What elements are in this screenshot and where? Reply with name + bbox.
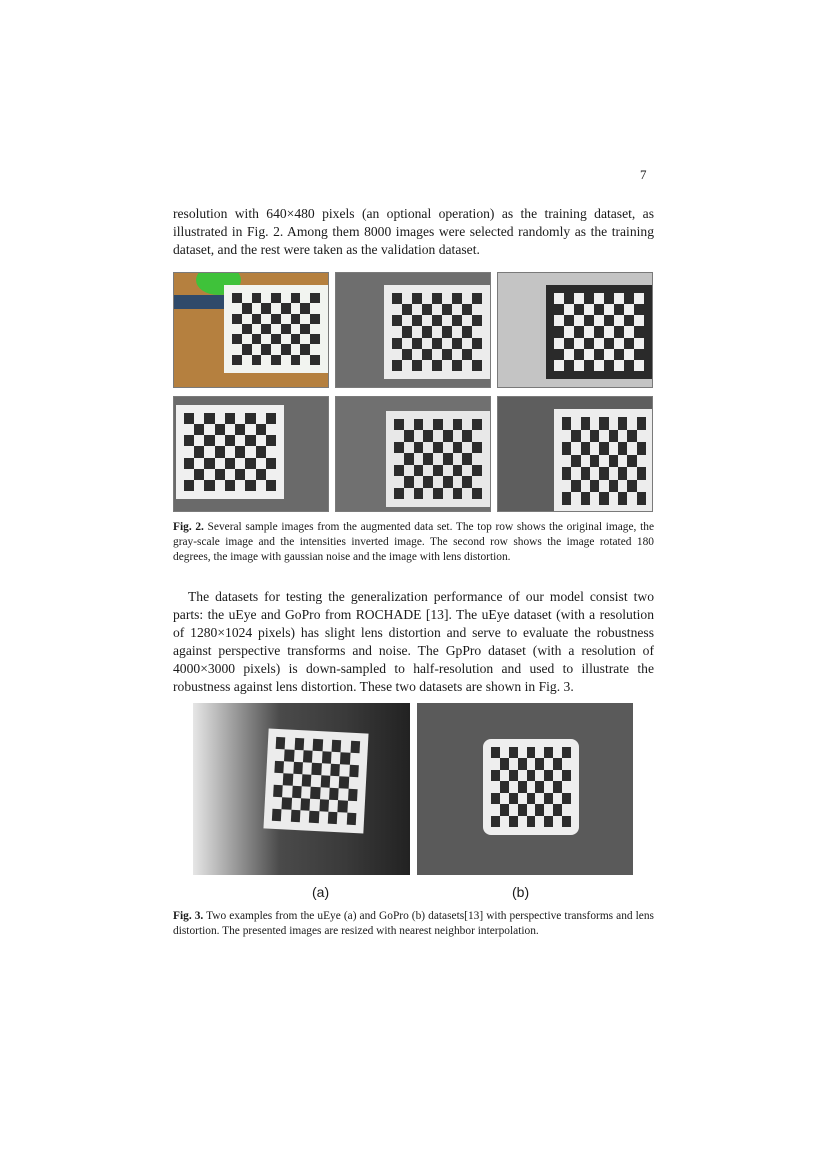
checker-square xyxy=(637,417,646,430)
checker-square xyxy=(627,430,636,443)
checker-square xyxy=(562,492,571,505)
figure-2-caption xyxy=(173,520,654,565)
checker-square xyxy=(432,315,442,326)
checker-square xyxy=(594,338,604,349)
checker-square xyxy=(634,360,644,371)
checker-square xyxy=(599,492,608,505)
checker-square xyxy=(594,315,604,326)
checker-square xyxy=(348,789,358,801)
checker-square xyxy=(614,360,624,371)
checker-square xyxy=(544,816,553,827)
checker-square xyxy=(294,738,304,750)
checker-square xyxy=(527,793,536,804)
checker-square xyxy=(618,442,627,455)
checkerboard xyxy=(546,285,652,379)
checker-square xyxy=(571,480,580,493)
checker-square xyxy=(590,480,599,493)
checker-square xyxy=(618,492,627,505)
checker-square xyxy=(404,453,414,464)
checker-square xyxy=(433,419,443,430)
checker-square xyxy=(614,293,624,304)
checker-square xyxy=(472,442,482,453)
checker-square xyxy=(491,816,500,827)
checker-square xyxy=(338,800,348,812)
checker-square xyxy=(562,747,571,758)
checker-square xyxy=(422,326,432,337)
checker-square xyxy=(442,326,452,337)
checker-square xyxy=(204,413,214,424)
checker-square xyxy=(215,424,225,435)
checker-square xyxy=(518,781,527,792)
checker-square xyxy=(599,467,608,480)
checker-square xyxy=(562,816,571,827)
figure-2-caption-text: Several sample images from the augmented data set. The top row shows the original image, the gray-scale image and the intensities inverted image. The second row shows the image rotated 180 degrees, the image with gaussian noise and the image with lens distortion. xyxy=(173,521,654,563)
checker-square xyxy=(392,315,402,326)
checker-square xyxy=(330,764,340,776)
checker-square xyxy=(204,435,214,446)
checker-square xyxy=(392,338,402,349)
checker-square xyxy=(584,304,594,315)
checker-square xyxy=(245,480,255,491)
checker-square xyxy=(303,750,313,762)
checker-square xyxy=(266,413,276,424)
checker-square xyxy=(412,338,422,349)
checker-square xyxy=(346,813,356,825)
checker-square xyxy=(584,326,594,337)
checker-square xyxy=(319,799,329,811)
checker-square xyxy=(432,360,442,371)
checker-square xyxy=(252,293,262,303)
checker-square xyxy=(194,469,204,480)
checker-square xyxy=(404,476,414,487)
checker-square xyxy=(290,810,300,822)
fig2-image-original xyxy=(173,272,329,388)
checker-square xyxy=(261,344,271,354)
figure-3-caption xyxy=(173,909,654,939)
checker-square xyxy=(509,793,518,804)
checker-square xyxy=(609,480,618,493)
checker-square xyxy=(564,349,574,360)
figure-2-label: Fig. 2. xyxy=(173,521,204,533)
checker-square xyxy=(261,324,271,334)
checker-square xyxy=(624,349,634,360)
checker-square xyxy=(627,480,636,493)
checker-square xyxy=(232,293,242,303)
checker-square xyxy=(500,781,509,792)
checker-square xyxy=(245,435,255,446)
checker-square xyxy=(350,741,360,753)
checker-square xyxy=(266,480,276,491)
paragraph-training-dataset: resolution with 640×480 pixels (an optional operation) as the training dataset, as illustrated in Fig. 2. Among them 8000 images were selected randomly as the training dataset, and the rest were taken as the validation dataset. xyxy=(173,206,654,257)
checker-square xyxy=(266,458,276,469)
checker-square xyxy=(535,804,544,815)
checker-square xyxy=(252,355,262,365)
checker-square xyxy=(423,430,433,441)
checker-square xyxy=(462,453,472,464)
checker-square xyxy=(281,344,291,354)
fig3-image-gopro xyxy=(417,703,633,875)
checker-square xyxy=(590,455,599,468)
checker-square xyxy=(527,770,536,781)
fig2-image-inverted xyxy=(497,272,653,388)
checker-square xyxy=(256,469,266,480)
checker-square xyxy=(310,314,320,324)
checker-square xyxy=(300,344,310,354)
checker-square xyxy=(204,458,214,469)
checker-square xyxy=(225,480,235,491)
checker-square xyxy=(472,293,482,304)
checker-square xyxy=(225,435,235,446)
checker-square xyxy=(245,458,255,469)
checker-square xyxy=(266,435,276,446)
checker-square xyxy=(544,770,553,781)
checker-square xyxy=(392,360,402,371)
checker-square xyxy=(300,798,310,810)
checker-square xyxy=(462,304,472,315)
fig2-image-lens-distortion xyxy=(497,396,653,512)
checker-square xyxy=(509,770,518,781)
checker-square xyxy=(618,417,627,430)
checker-square xyxy=(242,344,252,354)
checkerboard xyxy=(176,405,284,499)
checker-square xyxy=(581,492,590,505)
checker-square xyxy=(293,762,303,774)
checker-square xyxy=(535,781,544,792)
checker-square xyxy=(271,293,281,303)
checker-square xyxy=(562,417,571,430)
checker-square xyxy=(232,314,242,324)
checker-square xyxy=(637,442,646,455)
checker-square xyxy=(574,338,584,349)
checker-square xyxy=(518,758,527,769)
checker-square xyxy=(491,793,500,804)
checker-square xyxy=(394,488,404,499)
checkerboard xyxy=(554,409,653,512)
checker-square xyxy=(452,360,462,371)
checker-square xyxy=(509,816,518,827)
checker-square xyxy=(271,355,281,365)
checker-square xyxy=(594,360,604,371)
checker-square xyxy=(453,419,463,430)
checker-square xyxy=(634,315,644,326)
checker-square xyxy=(291,293,301,303)
checker-square xyxy=(554,360,564,371)
checker-square xyxy=(394,419,404,430)
checker-square xyxy=(472,360,482,371)
checker-square xyxy=(562,467,571,480)
checker-square xyxy=(614,315,624,326)
checker-square xyxy=(581,467,590,480)
checker-square xyxy=(443,430,453,441)
fig2-image-rotated xyxy=(173,396,329,512)
checker-square xyxy=(599,417,608,430)
fig2-image-gray-scale xyxy=(335,272,491,388)
checker-square xyxy=(292,786,302,798)
checker-square xyxy=(564,304,574,315)
checker-square xyxy=(184,458,194,469)
checkerboard xyxy=(224,285,328,373)
checker-square xyxy=(442,349,452,360)
checker-square xyxy=(562,442,571,455)
checker-square xyxy=(564,326,574,337)
checker-square xyxy=(509,747,518,758)
checker-square xyxy=(414,488,424,499)
checker-square xyxy=(618,467,627,480)
checker-square xyxy=(491,770,500,781)
checker-square xyxy=(624,326,634,337)
checker-square xyxy=(544,747,553,758)
checker-square xyxy=(634,293,644,304)
checker-square xyxy=(627,455,636,468)
checker-square xyxy=(472,315,482,326)
checker-square xyxy=(184,413,194,424)
checker-square xyxy=(462,326,472,337)
checker-square xyxy=(284,749,294,761)
checker-square xyxy=(402,304,412,315)
checker-square xyxy=(452,315,462,326)
checker-square xyxy=(423,476,433,487)
checker-square xyxy=(562,770,571,781)
checker-square xyxy=(282,797,292,809)
checker-square xyxy=(394,465,404,476)
checker-square xyxy=(235,446,245,457)
checker-square xyxy=(271,334,281,344)
checker-square xyxy=(235,424,245,435)
checker-square xyxy=(291,314,301,324)
checker-square xyxy=(584,349,594,360)
checker-square xyxy=(283,773,293,785)
checker-square xyxy=(273,785,283,797)
checker-square xyxy=(581,442,590,455)
checker-square xyxy=(604,304,614,315)
checker-square xyxy=(309,811,319,823)
checker-square xyxy=(518,804,527,815)
checker-square xyxy=(313,739,323,751)
checker-square xyxy=(194,424,204,435)
checker-square xyxy=(609,430,618,443)
checker-square xyxy=(535,758,544,769)
checker-square xyxy=(571,430,580,443)
checker-square xyxy=(402,349,412,360)
checker-square xyxy=(574,315,584,326)
checker-square xyxy=(624,304,634,315)
checker-square xyxy=(232,334,242,344)
checker-square xyxy=(544,793,553,804)
checker-square xyxy=(242,303,252,313)
checker-square xyxy=(422,349,432,360)
checker-square xyxy=(276,737,286,749)
checker-square xyxy=(433,442,443,453)
checkerboard xyxy=(483,739,579,835)
checker-square xyxy=(590,430,599,443)
checker-square xyxy=(452,293,462,304)
checker-square xyxy=(281,324,291,334)
checker-square xyxy=(232,355,242,365)
checker-square xyxy=(634,338,644,349)
checker-square xyxy=(339,776,349,788)
checker-square xyxy=(574,360,584,371)
checker-square xyxy=(472,465,482,476)
checker-square xyxy=(554,338,564,349)
checker-square xyxy=(225,413,235,424)
checker-square xyxy=(594,293,604,304)
checker-square xyxy=(194,446,204,457)
checker-square xyxy=(402,326,412,337)
checker-square xyxy=(491,747,500,758)
checker-square xyxy=(599,442,608,455)
checker-square xyxy=(310,787,320,799)
checker-square xyxy=(404,430,414,441)
checker-square xyxy=(302,774,312,786)
subfigure-label-b: (b) xyxy=(512,884,530,900)
checker-square xyxy=(462,349,472,360)
checker-square xyxy=(414,442,424,453)
checker-square xyxy=(553,804,562,815)
checker-square xyxy=(472,488,482,499)
checker-square xyxy=(500,758,509,769)
checker-square xyxy=(394,442,404,453)
checker-square xyxy=(453,488,463,499)
checker-square xyxy=(581,417,590,430)
checker-square xyxy=(312,763,322,775)
checker-square xyxy=(472,419,482,430)
checker-square xyxy=(320,775,330,787)
checker-square xyxy=(527,747,536,758)
checker-square xyxy=(256,424,266,435)
checker-square xyxy=(604,349,614,360)
checkerboard xyxy=(263,728,368,833)
checker-square xyxy=(433,488,443,499)
checker-square xyxy=(310,334,320,344)
checker-square xyxy=(500,804,509,815)
checker-square xyxy=(453,442,463,453)
checker-square xyxy=(252,314,262,324)
checker-square xyxy=(553,758,562,769)
checker-square xyxy=(527,816,536,827)
checker-square xyxy=(329,788,339,800)
checker-square xyxy=(322,751,332,763)
checker-square xyxy=(215,469,225,480)
checker-square xyxy=(272,809,282,821)
checker-square xyxy=(252,334,262,344)
checker-square xyxy=(215,446,225,457)
checker-square xyxy=(472,338,482,349)
checker-square xyxy=(442,304,452,315)
checker-square xyxy=(462,430,472,441)
checker-square xyxy=(422,304,432,315)
checker-square xyxy=(554,293,564,304)
checker-square xyxy=(291,355,301,365)
checker-square xyxy=(553,781,562,792)
checker-square xyxy=(328,812,338,824)
checker-square xyxy=(423,453,433,464)
checker-square xyxy=(604,326,614,337)
checker-square xyxy=(562,793,571,804)
checker-square xyxy=(614,338,624,349)
checker-square xyxy=(291,334,301,344)
checker-square xyxy=(554,315,564,326)
page-number: 7 xyxy=(640,167,647,182)
subfigure-label-a: (a) xyxy=(312,884,330,900)
checker-square xyxy=(310,293,320,303)
checker-square xyxy=(300,324,310,334)
checker-square xyxy=(432,338,442,349)
checker-square xyxy=(443,453,453,464)
figure-3-label: Fig. 3. xyxy=(173,910,204,922)
checker-square xyxy=(274,761,284,773)
checker-square xyxy=(609,455,618,468)
checker-square xyxy=(245,413,255,424)
checker-square xyxy=(414,419,424,430)
checker-square xyxy=(271,314,281,324)
checker-square xyxy=(571,455,580,468)
checker-square xyxy=(432,293,442,304)
checker-square xyxy=(184,480,194,491)
checker-square xyxy=(574,293,584,304)
checker-square xyxy=(462,476,472,487)
checker-square xyxy=(225,458,235,469)
checker-square xyxy=(433,465,443,476)
checker-square xyxy=(453,465,463,476)
checker-square xyxy=(414,465,424,476)
checker-square xyxy=(235,469,245,480)
checker-square xyxy=(412,315,422,326)
checker-square xyxy=(310,355,320,365)
checker-square xyxy=(256,446,266,457)
fig3-image-ueye xyxy=(193,703,410,875)
checker-square xyxy=(443,476,453,487)
paragraph-test-datasets: The datasets for testing the generalization performance of our model consist two parts: the uEye and GoPro from ROCHADE [13]. The uEye dataset (with a resolution of 1280×1024 pixels) has slight lens distortion and serve to evaluate the robustness against perspective transforms and noise. The GpPro dataset (with a resolution of 4000×3000 pixels) is down-sampled to half-resolution and used to illustrate the robustness against lens distortion. These two datasets are shown in Fig. 3. xyxy=(173,589,654,694)
checker-square xyxy=(204,480,214,491)
checkerboard xyxy=(384,285,490,379)
checker-square xyxy=(340,752,350,764)
fig2-image-noise xyxy=(335,396,491,512)
checker-square xyxy=(412,293,422,304)
checker-square xyxy=(184,435,194,446)
checker-square xyxy=(349,765,359,777)
checker-square xyxy=(637,467,646,480)
checker-square xyxy=(412,360,422,371)
checker-square xyxy=(242,324,252,334)
checkerboard xyxy=(386,411,490,507)
checker-square xyxy=(332,740,342,752)
checker-square xyxy=(392,293,402,304)
checker-square xyxy=(281,303,291,313)
checker-square xyxy=(300,303,310,313)
figure-3-caption-text: Two examples from the uEye (a) and GoPro (b) datasets[13] with perspective transforms and lens distortion. The presented images are resized with nearest neighbor interpolation. xyxy=(173,910,654,937)
checker-square xyxy=(637,492,646,505)
checker-square xyxy=(261,303,271,313)
checker-square xyxy=(452,338,462,349)
